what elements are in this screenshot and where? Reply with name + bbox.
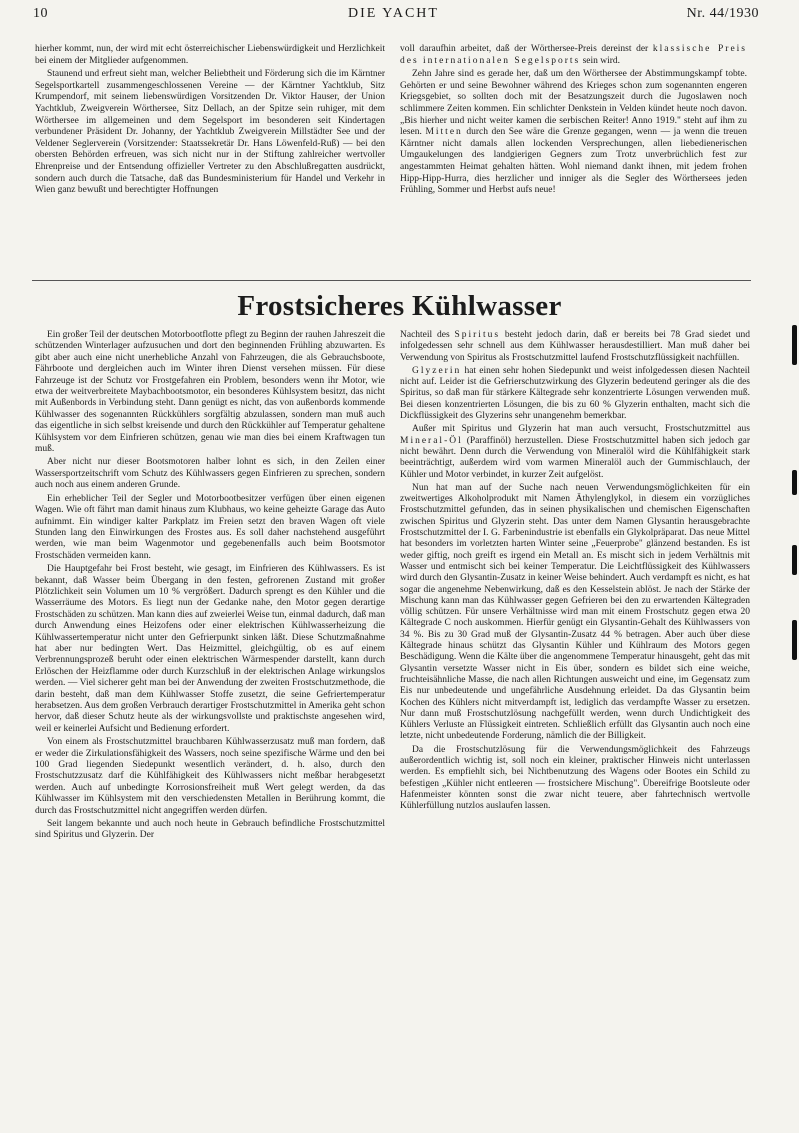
article-right-column [400, 330, 750, 814]
paragraph: Zehn Jahre sind es gerade her, daß um den Wörthersee der Abstimmungskampf tobte. Gehörten er und seine Bewohner während des Krieges schon zum sogenannten engeren Kriegsgebiet, so sollten doch mit der Besatzungszeit durch die Jugoslawen noch schlimmere Zeiten kommen. Ein schlichter Denkstein in Velden kündet heute noch davon. „Bis hierher und nicht weiter kamen die serbischen Reiter! Anno 1919." steht auf ihm zu lesen. Mitten durch den See wäre die Grenze gegangen, wenn — ja wenn die treuen Kärntner nicht damals allen lockenden Versprechungen, allen liebedienerischen Umgaukelungen des landgierigen Gegners zum Trotz unverbrüchlich fest zur angestammten Heimat gehalten hätten. Wohl niemand dankt ihnen, mit jedem frohen Hipp-Hipp-Hurra, dies herzlicher und inniger als die Segler des Wörthersees jeden Frühling, Sommer und Herbst aufs neue! [400, 69, 748, 196]
paragraph: Da die Frostschutzlösung für die Verwendungsmöglichkeit des Fahrzeugs außerordentlich wichtig ist, soll noch ein kleiner, praktischer Hinweis nicht unterlassen werden. Es empfiehlt sich, bei Nichtbenutzung des Wagens oder Bootes ein Schild zu befestigen „Kühler nicht entleeren — frostsichere Mischung". Übereifrige Bootsleute oder Hafenmeister könnten sonst die zwar nicht teuere, aber fahrtechnisch wertvolle Kühlerfüllung nutzlos auslaufen lassen. [400, 744, 750, 812]
scan-edge-mark [792, 325, 797, 365]
paragraph: Außer mit Spiritus und Glyzerin hat man auch versucht, Frostschutzmittel aus Mineral-Öl (Paraffinöl) herzustellen. Diese Frostschutzmittel haben sich jedoch gar nicht bewährt. Denn durch die Verwendung von Mineralöl wird die Kühlfähigkeit stark beeinträchtigt, außerdem wird vom warmen Mineralöl auch der Gummischlauch, der Kühler und Motor verbindet, in kurzer Zeit aufgelöst. [400, 424, 751, 480]
paragraph: hierher kommt, nun, der wird mit echt österreichischer Liebenswürdigkeit und Herzlichkeit bei einem der Mitglieder aufgenommen. [35, 44, 385, 66]
page-header [28, 6, 759, 28]
previous-article-right-column [400, 44, 747, 199]
section-divider [32, 280, 751, 281]
issue-number: Nr. 44/1930 [686, 6, 759, 21]
paragraph: Ein großer Teil der deutschen Motorbootflotte pflegt zu Beginn der rauhen Jahreszeit die schützenden Winterlager aufzusuchen und dort den beginnenden Frühling abzuwarten. Es gibt aber auch eine nicht unerhebliche Anzahl von Fahrzeugen, die als Gebrauchsboote, Fährboote und dergleichen auch im Winter ihren Dienst versehen müssen. Für diese Fahrzeuge ist der Schutz vor Frostgefahren ein Problem, besonders wenn ihr Motor, wie etwa der weitverbreitete Maybachbootsmotor, ein besonderes Kühlsystem besitzt, das nicht mit Außenbords in Verbindung steht. Dann genügt es nicht, das von außenbords kommende Kühlwasser des sogenannten Rückkühlers sorgfältig abzulassen, sondern man muß auch das eigentliche in sich selbst kreisende und durch den Rückkühler auf Temperatur gehaltene Kühlsystem vor dem Einfrieren schützen, genau wie man dies bei einem Kraftwagen tun muß. [35, 330, 385, 455]
page-number: 10 [33, 6, 48, 21]
paragraph: Seit langem bekannte und auch noch heute in Gebrauch befindliche Frostschutzmittel sind Spiritus und Glyzerin. Der [35, 819, 385, 841]
paragraph: voll daraufhin arbeitet, daß der Wörthersee-Preis dereinst der klassische Preis des internationalen Segelsports sein wird. [400, 44, 748, 66]
scan-edge-mark [792, 620, 797, 660]
scan-edge-mark [792, 545, 797, 575]
paragraph: Aber nicht nur dieser Bootsmotoren halber lohnt es sich, in den Zeilen einer Wassersportzeitschrift vom Schutz des Kühlwassers gegen Einfrieren zu sprechen, sondern auch noch aus einem anderen Grunde. [35, 457, 385, 491]
paragraph: Ein erheblicher Teil der Segler und Motorbootbesitzer verfügen über einen eigenen Wagen. Wie oft fährt man damit hinaus zum Klubhaus, wo keine geheizte Garage das Auto aufnimmt. Ein windiger kalter Parkplatz im Freien setzt den braven Wagen oft viele Stunden lang den Einwirkungen des Frostes aus. Es soll daher nachstehend ausgeführt werden, wie man beim Wagenmotor und gegebenenfalls auch beim Bootsmotor Frostschäden vermeiden kann. [35, 493, 385, 561]
paragraph: Glyzerin hat einen sehr hohen Siedepunkt und weist infolgedessen diesen Nachteil nicht auf. Leider ist die Gefrierschutzwirkung des Glyzerin bedeutend geringer als die des Spiritus, so daß man für stärkere Kältegrade sehr konzentrierte Lösungen verwenden muß. Bei diesen konzentrierten Lösungen, die bis zu 60 % Glyzerin enthalten, macht sich die Dickflüssigkeit des Glyzerins sehr unangenehm bemerkbar. [400, 365, 750, 422]
paragraph: Nun hat man auf der Suche nach neuen Verwendungsmöglichkeiten für ein zweitwertiges Alkoholprodukt mit Namen Äthylenglykol, in diesem ein vorzügliches Frostschutzmittel gefunden, das in seinen physikalischen und chemischen Eigenschaften zwischen Spiritus und Glyzerin steht. Das unter dem Namen Glysantin herausgebrachte Frostschutzmittel der I. G. Farbenindustrie ist ebenfalls ein Glykolpräparat. Das neue Mittel hat besonders im vorletzten harten Winter seine „Feuerprobe" glänzend bestanden. Es ist weder giftig, noch greift es irgend ein Metall an. Es mischt sich in jedem Verhältnis mit Wasser und entmischt sich bei keiner Temperatur. Die Leichtflüssigkeit des Kühlwassers wird durch den Glysantin-Zusatz in keiner Weise behindert. Auch verdampft es nicht, es hat sogar die angenehme Nebenwirkung, daß es den Kesselstein ablöst. Je nach der Stärke der Mischung kann man das Kühlwasser gegen Gefrieren bei den zu erwartenden Kältegraden völlig schützen. Für unsere Verhältnisse wird man mit einem Frostschutz gegen etwa 20 Kältegrade C noch auskommen. Hierfür genügt ein Glysantin-Gehalt des Kühlwassers von 34 %. Bis zu 30 Grad muß der Glysantin-Zusatz 44 % betragen. Aber auch über diese Kältegrade hinaus schützt das Glysantin Kühler und Kühlraum des Motors gegen Beschädigung. Wenn die Kälte über die angenommene Temperatur hinausgeht, geht das mit Glysantin versetzte Wasser nicht in Eis über, sondern es bildet sich eine weiche, fruchteisähnliche Masse, die nach allen Richtungen ausweicht und eine, im Gegensatz zum Eis nur unbedeutende und ungefährliche Ausdehnung erleidet. Da das Glysantin beim Kochen des Kühlers nicht mitverdampft ist, lediglich das verdampfte Wasser zu ersetzen. Nur dann muß Frostschutzlösung nachgefüllt werden, wenn durch Undichtigkeit des Kühlers Verluste an Flüssigkeit eintreten. Schließlich erfüllt das Glysantin auch noch eine letzte, nicht unbedeutende Forderung, nämlich die der Billigkeit. [400, 482, 750, 742]
previous-article-left-column [35, 44, 385, 199]
article-title: Frostsicheres Kühlwasser [237, 290, 562, 322]
scan-edge-mark [792, 470, 797, 495]
paragraph: Die Hauptgefahr bei Frost besteht, wie gesagt, im Einfrieren des Kühlwassers. Es ist bekannt, daß Wasser beim Übergang in den festen, gefrorenen Zustand mit großer Plötzlichkeit sein Volumen um 10 % vergrößert. Dadurch sprengt es den Kühler und die Wasserräume des Motors. Es liegt nun der Gedanke nahe, den Motor gegen derartige Frostschäden zu schützen. Man kann dies auf zweierlei Weise tun, einmal dadurch, daß man durch Anwendung eines Heizofens oder einer elektrischen Kühlwasserheizung die Kühlwassertemperatur nicht unter den Gefrierpunkt sinken läßt. Diese Schutzmaßnahme hat aber nur bedingten Wert. Das Heizmittel, gleichgültig, ob es auf einem Verbrennungsprozeß beruht oder einen elektrischen Wärmespender darstellt, kann durch Erlöschen der Heizflamme oder durch Kurzschluß in der elektrischen Anlage wirkungslos werden. — Viel sicherer geht man bei der Anwendung der zweiten Frostschutzmethode, die darin besteht, daß man dem Kühlwasser Stoffe zusetzt, die seine Gefriertemperatur herabsetzen. Aus dem großen Verbrauch derartiger Frostschutzmittel in Amerika geht schon hervor, daß dieser Schutz heute als der wirkungsvollste und praktischste angesehen wird, weil er keinerlei Aufsicht und Bedienung erfordert. [35, 564, 385, 734]
article-left-column [35, 330, 385, 844]
paragraph: Staunend und erfreut sieht man, welcher Beliebtheit und Förderung sich die im Kärntner Segelsportkartell zusammengeschlossenen Vereine — der Kärntner Yachtklub, Sitz Krumpendorf, mit seinem liebenswürdigen Vorsitzenden Dr. Viktor Hauser, der Union Yachtklub, Zweigverein Wörthersee, Sitz Dellach, an der Spitze sein ruhiger, mit dem Wörthersee im allgemeinen und dem Segelsport im besonderen seit Kindertagen verbundener Präsident Dr. Johanny, der Yachtklub Zweigverein Millstädter See und der Veldener Seglerverein (Vorsitzender: Staatssekretär Dr. Hans Löwenfeld-Ruß) — bei den obersten Behörden erfreuen, was sich nicht nur in der Stiftung zahlreicher wertvoller Ehrenpreise und der Entsendung offizieller Vertreter zu den Abschlußregatten ausdrückt, sondern auch durch die Tatsache, daß das Bundesministerium für Handel und Verkehr in Wien ganz bewußt und berechtigter Hoffnungen [35, 69, 385, 196]
paragraph: Von einem als Frostschutzmittel brauchbaren Kühlwasserzusatz muß man fordern, daß er weder die Zirkulationsfähigkeit des Wassers, noch seine spezifische Wärme und den bei 100 Grad liegenden Siedepunkt wesentlich verändert, d. h. also, durch den Frostschutzzusatz darf die Kühlfähigkeit des Kühlwassers nicht meßbar herabgesetzt werden. Auch auf unbedingte Korrosionsfreiheit muß Wert gelegt werden, da das Kühlwasser im Kühlsystem mit den verschiedensten Metallen in Berührung kommt, die durch das Frostschutzmittel nicht angegriffen werden dürfen. [35, 737, 385, 816]
magazine-title: DIE YACHT [348, 6, 439, 21]
paragraph: Nachteil des Spiritus besteht jedoch darin, daß er bereits bei 78 Grad siedet und infolgedessen sehr schnell aus dem Kühlwasser herausdestilliert. Man muß daher bei Verwendung von Spiritus als Frostschutzmittel laufend Frostschutzflüssigkeit nachfüllen. [400, 330, 750, 363]
